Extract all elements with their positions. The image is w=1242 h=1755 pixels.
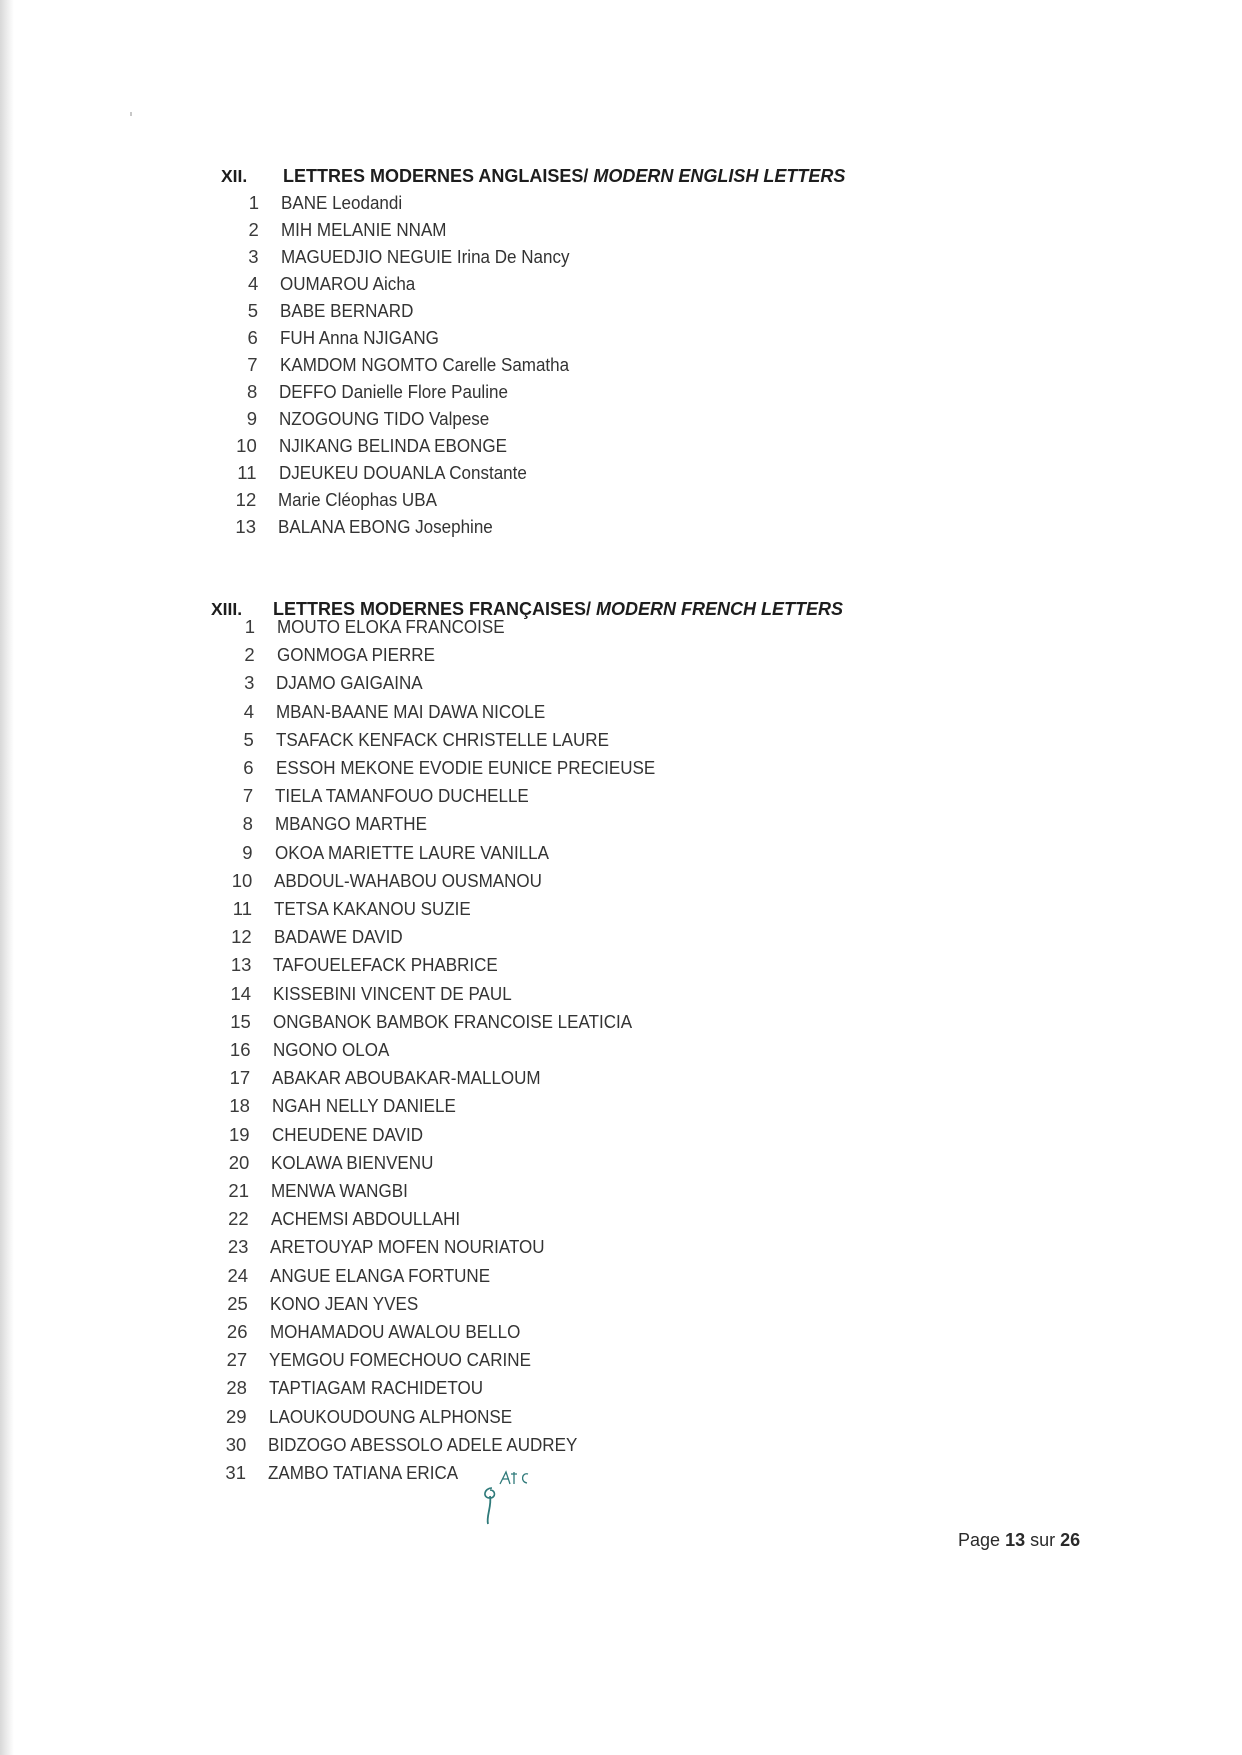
item-number: 20 [228, 1151, 250, 1173]
section-number: XIII. [211, 599, 243, 619]
item-number: 5 [247, 300, 258, 321]
item-number: 29 [226, 1405, 247, 1427]
item-number: 4 [243, 700, 255, 722]
item-name: OKOA MARIETTE LAURE VANILLA [274, 841, 549, 863]
item-number: 30 [225, 1433, 247, 1455]
item-number: 12 [235, 489, 257, 510]
item-name: ANGUE ELANGA FORTUNE [270, 1264, 491, 1286]
item-name: MAGUEDJIO NEGUIE Irina De Nancy [280, 246, 569, 267]
item-number: 2 [244, 644, 255, 666]
item-name: BALANA EBONG Josephine [278, 516, 493, 537]
item-number: 18 [229, 1095, 250, 1117]
item-name: BANE Leodandi [281, 192, 403, 213]
signature-initials-icon [470, 1466, 540, 1526]
item-name: BABE BERNARD [280, 300, 414, 321]
item-number: 3 [244, 672, 255, 694]
item-number: 6 [243, 757, 254, 778]
item-name: YEMGOU FOMECHOUO CARINE [269, 1349, 532, 1371]
item-number: 13 [235, 516, 256, 537]
item-number: 31 [225, 1462, 246, 1483]
scan-speck [130, 112, 132, 116]
item-name: DJAMO GAIGAINA [276, 672, 423, 694]
item-name: ABDOUL-WAHABOU OUSMANOU [274, 869, 543, 891]
page-label: Page [958, 1530, 1001, 1550]
item-number: 2 [248, 219, 259, 240]
page-current: 13 [1005, 1530, 1026, 1550]
item-number: 8 [246, 381, 258, 402]
item-name: ARETOUYAP MOFEN NOURIATOU [270, 1236, 545, 1258]
section-title [283, 166, 845, 187]
item-number: 15 [230, 1010, 251, 1032]
item-number: 7 [242, 785, 254, 807]
item-number: 12 [231, 926, 252, 948]
item-name: ABAKAR ABOUBAKAR-MALLOUM [272, 1067, 541, 1089]
item-number: 10 [231, 869, 253, 891]
item-number: 9 [246, 408, 257, 429]
section-title-fr: LETTRES MODERNES ANGLAISES/ [283, 166, 589, 186]
item-name: OUMAROU Aicha [280, 273, 416, 294]
item-name: CHEUDENE DAVID [271, 1123, 423, 1145]
item-name: DJEUKEU DOUANLA Constante [278, 462, 527, 483]
item-name: KISSEBINI VINCENT DE PAUL [273, 982, 512, 1004]
item-name: KONO JEAN YVES [269, 1292, 418, 1314]
item-name: BIDZOGO ABESSOLO ADELE AUDREY [268, 1433, 578, 1455]
page-number [958, 1530, 1080, 1551]
item-number: 16 [229, 1039, 251, 1060]
item-name: MENWA WANGBI [271, 1180, 408, 1201]
item-number: 17 [229, 1067, 251, 1089]
item-number: 1 [248, 192, 259, 213]
item-number: 4 [247, 273, 259, 294]
item-name: GONMOGA PIERRE [276, 644, 435, 666]
item-name: KAMDOM NGOMTO Carelle Samatha [279, 354, 569, 375]
item-name: NJIKANG BELINDA EBONGE [278, 435, 507, 456]
item-name: MBAN-BAANE MAI DAWA NICOLE [276, 700, 546, 722]
item-name: NZOGOUNG TIDO Valpese [279, 408, 490, 429]
item-number: 5 [243, 728, 254, 750]
item-name: TIELA TAMANFOUO DUCHELLE [275, 785, 529, 807]
item-number: 8 [242, 813, 253, 835]
item-name: NGAH NELLY DANIELE [271, 1095, 456, 1117]
item-number: 6 [247, 327, 258, 348]
item-number: 26 [226, 1321, 248, 1342]
section-number: XII. [221, 166, 248, 186]
item-name: ZAMBO TATIANA ERICA [268, 1462, 459, 1483]
item-name: ACHEMSI ABDOULLAHI [270, 1208, 460, 1230]
item-number: 13 [230, 954, 252, 976]
item-name: TAFOUELEFACK PHABRICE [273, 954, 499, 976]
item-number: 7 [247, 354, 258, 375]
item-name: TETSA KAKANOU SUZIE [274, 898, 471, 919]
item-number: 24 [227, 1264, 249, 1286]
item-name: ESSOH MEKONE EVODIE EUNICE PRECIEUSE [275, 757, 655, 778]
item-number: 11 [232, 898, 252, 919]
item-number: 27 [226, 1349, 248, 1371]
page-total: 26 [1060, 1530, 1081, 1550]
item-number: 14 [230, 982, 252, 1004]
section-title-en: MODERN FRENCH LETTERS [596, 599, 844, 619]
item-name: LAOUKOUDOUNG ALPHONSE [268, 1405, 512, 1427]
item-name: TAPTIAGAM RACHIDETOU [268, 1377, 483, 1399]
item-name: KOLAWA BIENVENU [271, 1151, 434, 1173]
section-title-en: MODERN ENGLISH LETTERS [593, 166, 846, 186]
item-number: 1 [244, 616, 255, 637]
item-number: 22 [228, 1208, 249, 1230]
item-number: 10 [236, 435, 257, 456]
item-name: Marie Cléophas UBA [278, 489, 438, 510]
item-number: 23 [227, 1236, 249, 1258]
item-name: MBANGO MARTHE [274, 813, 427, 835]
item-number: 9 [242, 841, 253, 863]
item-number: 25 [227, 1292, 248, 1314]
item-number: 21 [228, 1180, 249, 1201]
item-name: BADAWE DAVID [273, 926, 403, 948]
item-name: ONGBANOK BAMBOK FRANCOISE LEATICIA [272, 1010, 632, 1032]
item-number: 3 [248, 246, 259, 267]
section-title-fr: LETTRES MODERNES FRANÇAISES/ [273, 599, 592, 619]
item-name: FUH Anna NJIGANG [279, 327, 439, 348]
item-number: 28 [226, 1377, 247, 1399]
item-name: NGONO OLOA [272, 1039, 389, 1060]
item-name: MIH MELANIE NNAM [280, 219, 447, 240]
scan-edge [0, 0, 14, 1755]
item-name: MOUTO ELOKA FRANCOISE [277, 616, 505, 637]
page-of: sur [1030, 1530, 1056, 1550]
item-name: MOHAMADOU AWALOU BELLO [269, 1321, 520, 1342]
item-number: 19 [229, 1123, 250, 1145]
item-name: TSAFACK KENFACK CHRISTELLE LAURE [275, 728, 609, 750]
item-number: 11 [237, 462, 257, 483]
item-name: DEFFO Danielle Flore Pauline [279, 381, 509, 402]
